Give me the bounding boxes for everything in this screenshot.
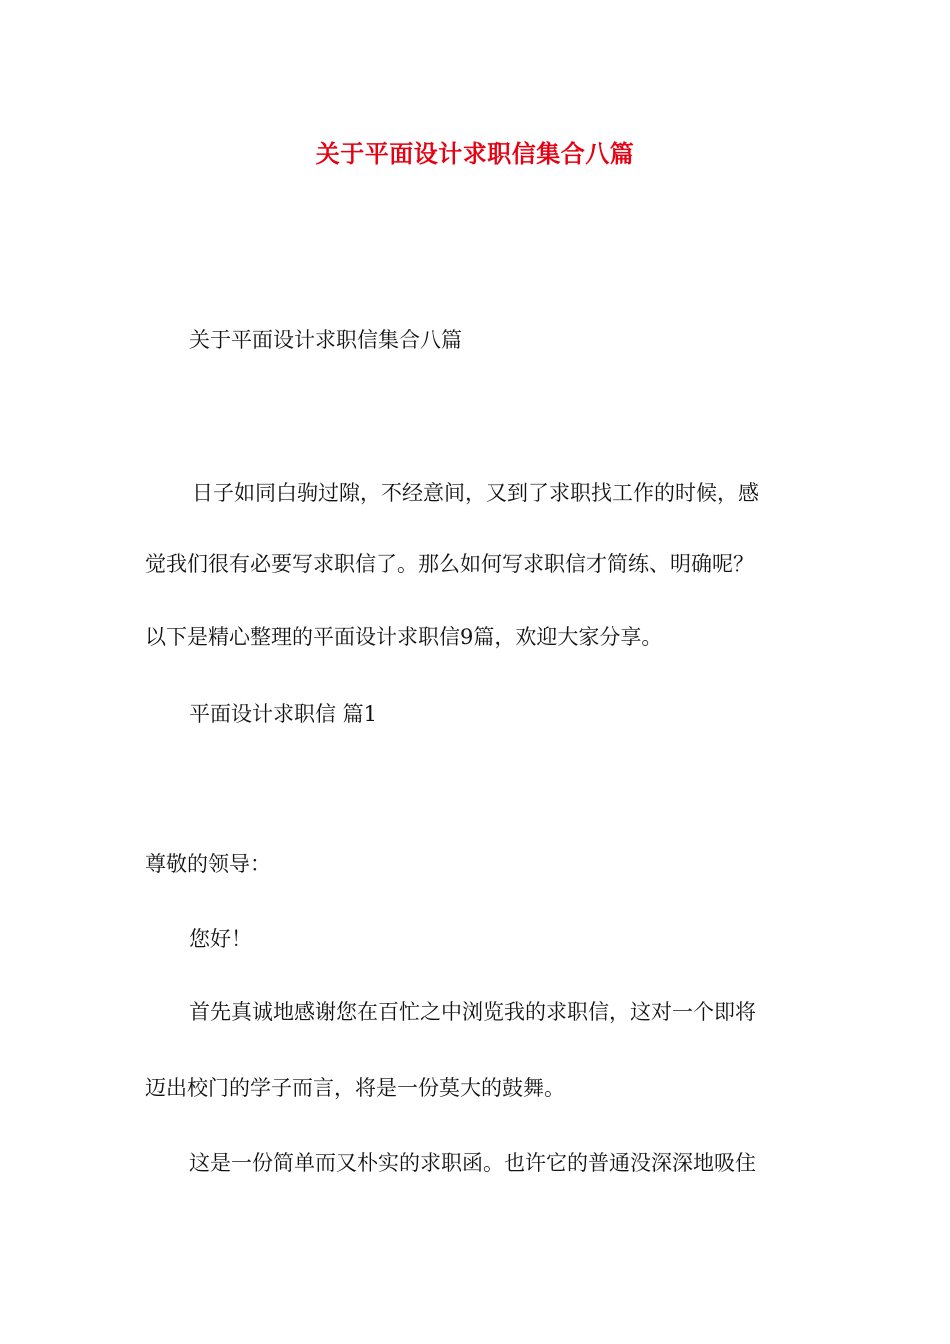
body-line-3: 这是一份简单而又朴实的求职函。也许它的普通没深深地吸住: [189, 1151, 756, 1175]
salutation: 尊敬的领导：: [145, 852, 271, 876]
intro-line-2: 觉我们很有必要写求职信了。那么如何写求职信才简练、明确呢？: [145, 552, 754, 576]
greeting: 您好！: [189, 927, 252, 951]
body-line-2: 迈出校门的学子而言，将是一份莫大的鼓舞。: [145, 1076, 565, 1100]
intro-line-1: 日子如同白驹过隙，不经意间，又到了求职找工作的时候，感: [192, 481, 759, 505]
document-title: 关于平面设计求职信集合八篇: [315, 140, 635, 168]
section-heading: 平面设计求职信 篇1: [189, 702, 378, 726]
intro-line-3: 以下是精心整理的平面设计求职信9篇，欢迎大家分享。: [145, 625, 663, 649]
body-line-1: 首先真诚地感谢您在百忙之中浏览我的求职信，这对一个即将: [189, 1000, 756, 1024]
subtitle-line: 关于平面设计求职信集合八篇: [189, 328, 462, 352]
